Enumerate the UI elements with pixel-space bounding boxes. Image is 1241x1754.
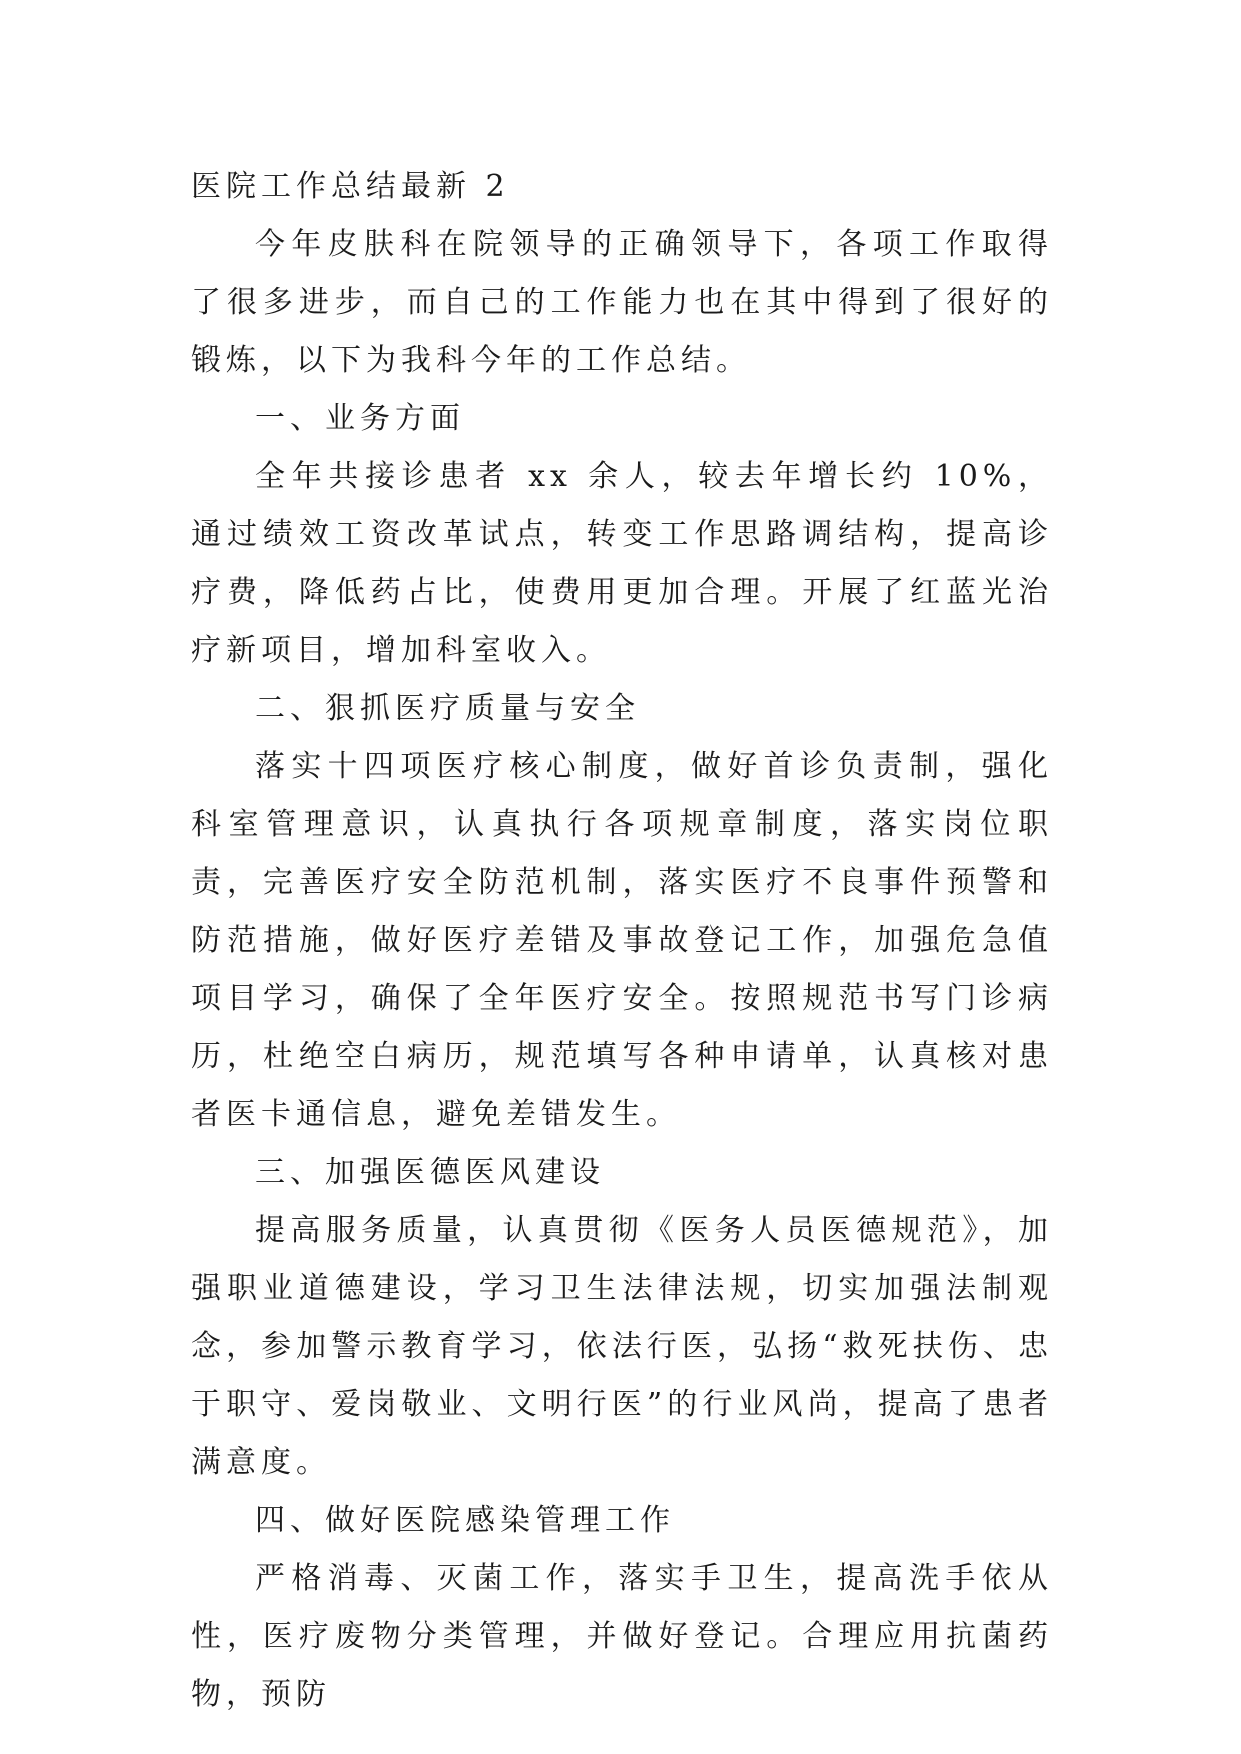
section-heading-business: 一、业务方面 bbox=[255, 401, 465, 436]
paragraph-infection-control: 严格消毒、灭菌工作，落实手卫生，提高洗手依从性，医疗废物分类管理，并做好登记。合理应用抗菌药物，预防 bbox=[191, 1561, 1053, 1712]
paragraph-medical-ethics: 提高服务质量，认真贯彻《医务人员医德规范》，加强职业道德建设，学习卫生法律法规，切实加强法制观念，参加警示教育学习，依法行医，弘扬“救死扶伤、忠于职守、爱岗敬业、文明行医”的行业风尚，提高了患者满意度。 bbox=[191, 1213, 1053, 1480]
paragraph-intro: 今年皮肤科在院领导的正确领导下，各项工作取得了很多进步，而自己的工作能力也在其中得到了很好的锻炼，以下为我科今年的工作总结。 bbox=[191, 227, 1053, 378]
section-heading-infection-control: 四、做好医院感染管理工作 bbox=[255, 1503, 675, 1538]
section-heading-medical-ethics: 三、加强医德医风建设 bbox=[255, 1155, 605, 1190]
section-heading-quality-safety: 二、狠抓医疗质量与安全 bbox=[255, 691, 640, 726]
paragraph-business: 全年共接诊患者 xx 余人，较去年增长约 10%，通过绩效工资改革试点，转变工作思路调结构，提高诊疗费，降低药占比，使费用更加合理。开展了红蓝光治疗新项目，增加科室收入。 bbox=[191, 459, 1053, 668]
document-title: 医院工作总结最新 2 bbox=[191, 169, 510, 204]
document-body bbox=[191, 158, 1053, 1724]
paragraph-quality-safety: 落实十四项医疗核心制度，做好首诊负责制，强化科室管理意识，认真执行各项规章制度，落实岗位职责，完善医疗安全防范机制，落实医疗不良事件预警和防范措施，做好医疗差错及事故登记工作，加强危急值项目学习，确保了全年医疗安全。按照规范书写门诊病历，杜绝空白病历，规范填写各种申请单，认真核对患者医卡通信息，避免差错发生。 bbox=[191, 749, 1053, 1132]
